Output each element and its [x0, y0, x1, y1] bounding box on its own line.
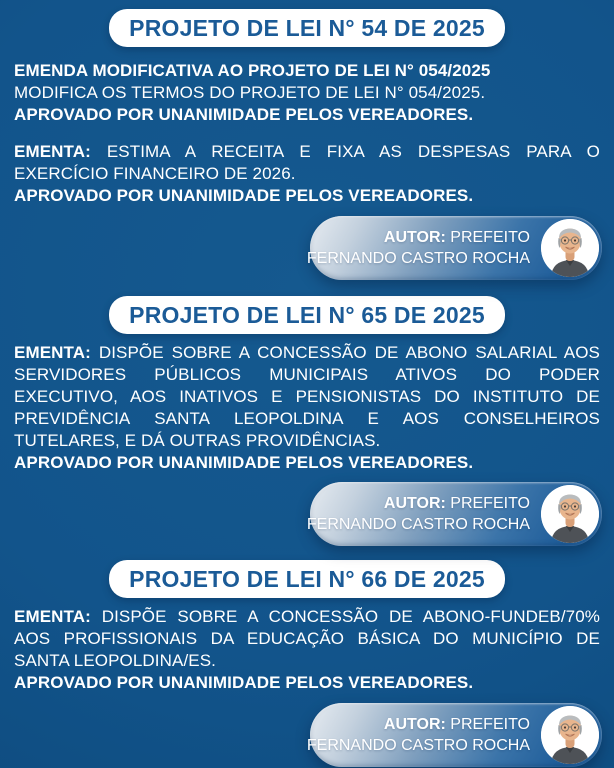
person-avatar-icon	[541, 219, 599, 277]
author-photo	[541, 485, 599, 543]
ementa-line	[14, 606, 600, 628]
author-role: PREFEITO	[450, 495, 530, 512]
author-role: PREFEITO	[450, 716, 530, 733]
ementa-line: SANTA LEOPOLDINA/ES.	[14, 651, 216, 670]
author-badge-66	[306, 703, 602, 767]
section-54-ementa-block	[0, 141, 614, 207]
author-role-line	[307, 227, 530, 248]
section-54-title: PROJETO DE LEI N° 54 DE 2025	[129, 15, 485, 41]
person-avatar-icon	[541, 485, 599, 543]
author-text	[307, 227, 530, 269]
author-photo	[541, 219, 599, 277]
section-66-ementa-block	[0, 606, 614, 694]
ementa-approved-line: APROVADO POR UNANIMIDADE PELOS VEREADORES.	[14, 673, 474, 692]
ementa-line: SERVIDORES PÚBLICOS MUNICIPAIS ATIVOS DO PODER	[14, 365, 600, 384]
author-role: PREFEITO	[450, 229, 530, 246]
author-label: AUTOR:	[383, 716, 446, 733]
author-role-line	[307, 714, 530, 735]
ementa-label: EMENTA:	[14, 142, 91, 161]
ementa-text: DISPÕE SOBRE A CONCESSÃO DE ABONO SALARIAL AOS	[98, 343, 600, 362]
ementa-line: EXECUTIVO, AOS INATIVOS E PENSIONISTAS DO INSTITUTO DE	[14, 387, 600, 406]
section-65-header-pill	[109, 296, 505, 334]
section-law-54	[0, 9, 614, 280]
section-65-title: PROJETO DE LEI N° 65 DE 2025	[129, 302, 485, 328]
ementa-line: TUTELARES, E DÁ OUTRAS PROVIDÊNCIAS.	[14, 431, 381, 450]
section-54-emenda-block	[0, 60, 614, 126]
author-role-line	[307, 493, 530, 514]
author-label: AUTOR:	[383, 229, 446, 246]
author-text	[307, 714, 530, 756]
ementa-approved-line: APROVADO POR UNANIMIDADE PELOS VEREADORES.	[14, 453, 474, 472]
author-label: AUTOR:	[383, 495, 446, 512]
section-54-header-pill	[109, 9, 505, 47]
author-name: FERNANDO CASTRO ROCHA	[306, 516, 530, 533]
ementa-line	[14, 141, 600, 163]
emenda-title-line: EMENDA MODIFICATIVA AO PROJETO DE LEI N° 054/2025	[14, 61, 491, 80]
ementa-label: EMENTA:	[14, 607, 91, 626]
author-badge-54	[306, 216, 602, 280]
author-text	[307, 493, 530, 535]
section-law-65	[0, 296, 614, 546]
ementa-line: PREVIDÊNCIA SANTA LEOPOLDINA E AOS CONSELHEIROS	[14, 409, 600, 428]
ementa-line: AOS PROFISSIONAIS DA EDUCAÇÃO BÁSICA DO MUNICÍPIO DE	[14, 629, 600, 648]
section-law-66	[0, 560, 614, 767]
section-66-title: PROJETO DE LEI N° 66 DE 2025	[129, 566, 485, 592]
section-66-header-pill	[109, 560, 505, 598]
ementa-approved-line: APROVADO POR UNANIMIDADE PELOS VEREADORES.	[14, 186, 474, 205]
ementa-label: EMENTA:	[14, 343, 91, 362]
person-avatar-icon	[541, 706, 599, 764]
author-name: FERNANDO CASTRO ROCHA	[306, 250, 530, 267]
author-badge-65	[306, 482, 602, 546]
ementa-text: DISPÕE SOBRE A CONCESSÃO DE ABONO-FUNDEB/70%	[101, 607, 601, 626]
author-name: FERNANDO CASTRO ROCHA	[306, 737, 530, 754]
section-65-ementa-block	[0, 342, 614, 474]
emenda-approved-line: APROVADO POR UNANIMIDADE PELOS VEREADORES.	[14, 105, 474, 124]
ementa-text: ESTIMA A RECEITA E FIXA AS DESPESAS PARA O	[106, 142, 600, 161]
author-photo	[541, 706, 599, 764]
ementa-line	[14, 342, 600, 364]
emenda-description-line: MODIFICA OS TERMOS DO PROJETO DE LEI N° 054/2025.	[14, 83, 486, 102]
ementa-line: EXERCÍCIO FINANCEIRO DE 2026.	[14, 164, 296, 183]
